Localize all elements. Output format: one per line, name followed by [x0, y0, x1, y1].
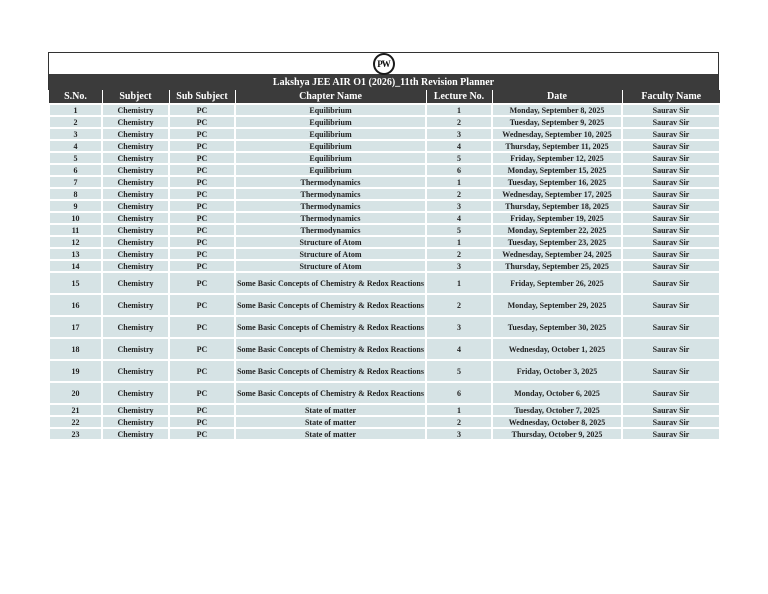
- pw-logo-icon: [373, 53, 395, 75]
- cell-chapter-name: Some Basic Concepts of Chemistry & Redox Reactions: [235, 272, 426, 294]
- cell-sub-subject: PC: [169, 316, 235, 338]
- cell-sub-subject: PC: [169, 294, 235, 316]
- cell-faculty-name: Saurav Sir: [622, 428, 720, 440]
- cell-faculty-name: Saurav Sir: [622, 152, 720, 164]
- cell-sub-subject: PC: [169, 212, 235, 224]
- cell-faculty-name: Saurav Sir: [622, 236, 720, 248]
- cell-faculty-name: Saurav Sir: [622, 176, 720, 188]
- cell-lecture-no: 1: [426, 176, 492, 188]
- cell-sub-subject: PC: [169, 104, 235, 116]
- pw-logo-text: PW: [375, 55, 393, 73]
- cell-sno: 4: [49, 140, 102, 152]
- cell-chapter-name: Equilibrium: [235, 104, 426, 116]
- cell-subject: Chemistry: [102, 360, 169, 382]
- cell-lecture-no: 2: [426, 116, 492, 128]
- logo-row: [48, 52, 719, 74]
- cell-sno: 17: [49, 316, 102, 338]
- cell-date: Friday, October 3, 2025: [492, 360, 622, 382]
- planner-sheet: [48, 52, 719, 441]
- table-row: [49, 382, 720, 404]
- cell-faculty-name: Saurav Sir: [622, 116, 720, 128]
- cell-sub-subject: PC: [169, 140, 235, 152]
- cell-sno: 6: [49, 164, 102, 176]
- cell-date: Thursday, October 9, 2025: [492, 428, 622, 440]
- table-row: [49, 128, 720, 140]
- cell-date: Friday, September 26, 2025: [492, 272, 622, 294]
- planner-title: Lakshya JEE AIR O1 (2026)_11th Revision Planner: [48, 74, 719, 90]
- cell-faculty-name: Saurav Sir: [622, 248, 720, 260]
- cell-chapter-name: Equilibrium: [235, 164, 426, 176]
- cell-chapter-name: Thermodynamics: [235, 176, 426, 188]
- cell-sno: 1: [49, 104, 102, 116]
- table-row: [49, 294, 720, 316]
- cell-date: Monday, September 29, 2025: [492, 294, 622, 316]
- cell-sno: 13: [49, 248, 102, 260]
- cell-chapter-name: State of matter: [235, 428, 426, 440]
- cell-sub-subject: PC: [169, 428, 235, 440]
- cell-faculty-name: Saurav Sir: [622, 200, 720, 212]
- cell-sub-subject: PC: [169, 236, 235, 248]
- cell-lecture-no: 5: [426, 360, 492, 382]
- cell-sno: 2: [49, 116, 102, 128]
- cell-sub-subject: PC: [169, 416, 235, 428]
- cell-date: Thursday, September 11, 2025: [492, 140, 622, 152]
- cell-lecture-no: 1: [426, 236, 492, 248]
- cell-sub-subject: PC: [169, 152, 235, 164]
- cell-sno: 14: [49, 260, 102, 272]
- cell-lecture-no: 2: [426, 416, 492, 428]
- cell-lecture-no: 6: [426, 164, 492, 176]
- table-row: [49, 428, 720, 440]
- cell-chapter-name: Some Basic Concepts of Chemistry & Redox Reactions: [235, 360, 426, 382]
- schedule-table: [48, 90, 721, 441]
- cell-subject: Chemistry: [102, 338, 169, 360]
- table-row: [49, 360, 720, 382]
- table-row: [49, 224, 720, 236]
- cell-date: Wednesday, September 17, 2025: [492, 188, 622, 200]
- cell-chapter-name: Thermodynamics: [235, 212, 426, 224]
- cell-date: Wednesday, September 10, 2025: [492, 128, 622, 140]
- cell-lecture-no: 3: [426, 428, 492, 440]
- cell-sub-subject: PC: [169, 200, 235, 212]
- table-row: [49, 164, 720, 176]
- cell-faculty-name: Saurav Sir: [622, 188, 720, 200]
- cell-sub-subject: PC: [169, 404, 235, 416]
- table-row: [49, 260, 720, 272]
- table-row: [49, 212, 720, 224]
- cell-subject: Chemistry: [102, 176, 169, 188]
- cell-sub-subject: PC: [169, 116, 235, 128]
- cell-subject: Chemistry: [102, 404, 169, 416]
- cell-subject: Chemistry: [102, 272, 169, 294]
- cell-lecture-no: 1: [426, 104, 492, 116]
- header-sno: S.No.: [49, 90, 102, 104]
- cell-faculty-name: Saurav Sir: [622, 382, 720, 404]
- cell-date: Tuesday, October 7, 2025: [492, 404, 622, 416]
- cell-sno: 16: [49, 294, 102, 316]
- cell-date: Tuesday, September 16, 2025: [492, 176, 622, 188]
- cell-faculty-name: Saurav Sir: [622, 294, 720, 316]
- cell-lecture-no: 3: [426, 128, 492, 140]
- table-row: [49, 338, 720, 360]
- header-chapter-name: Chapter Name: [235, 90, 426, 104]
- cell-date: Tuesday, September 23, 2025: [492, 236, 622, 248]
- cell-chapter-name: State of matter: [235, 404, 426, 416]
- cell-lecture-no: 4: [426, 140, 492, 152]
- table-row: [49, 236, 720, 248]
- cell-subject: Chemistry: [102, 104, 169, 116]
- cell-lecture-no: 3: [426, 200, 492, 212]
- cell-chapter-name: Structure of Atom: [235, 248, 426, 260]
- cell-subject: Chemistry: [102, 428, 169, 440]
- table-row: [49, 104, 720, 116]
- table-row: [49, 140, 720, 152]
- cell-date: Friday, September 19, 2025: [492, 212, 622, 224]
- cell-lecture-no: 4: [426, 338, 492, 360]
- cell-subject: Chemistry: [102, 316, 169, 338]
- table-row: [49, 188, 720, 200]
- cell-sno: 7: [49, 176, 102, 188]
- cell-lecture-no: 2: [426, 294, 492, 316]
- cell-chapter-name: Equilibrium: [235, 116, 426, 128]
- cell-sub-subject: PC: [169, 188, 235, 200]
- cell-lecture-no: 1: [426, 404, 492, 416]
- cell-chapter-name: Some Basic Concepts of Chemistry & Redox Reactions: [235, 338, 426, 360]
- header-row: [49, 90, 720, 104]
- cell-subject: Chemistry: [102, 200, 169, 212]
- header-subject: Subject: [102, 90, 169, 104]
- cell-sno: 22: [49, 416, 102, 428]
- table-row: [49, 272, 720, 294]
- table-row: [49, 404, 720, 416]
- cell-sub-subject: PC: [169, 176, 235, 188]
- table-row: [49, 176, 720, 188]
- cell-sno: 10: [49, 212, 102, 224]
- table-row: [49, 248, 720, 260]
- cell-lecture-no: 3: [426, 260, 492, 272]
- cell-sno: 12: [49, 236, 102, 248]
- cell-subject: Chemistry: [102, 248, 169, 260]
- cell-lecture-no: 4: [426, 212, 492, 224]
- cell-date: Monday, September 15, 2025: [492, 164, 622, 176]
- cell-subject: Chemistry: [102, 294, 169, 316]
- cell-sno: 15: [49, 272, 102, 294]
- table-row: [49, 200, 720, 212]
- cell-chapter-name: Some Basic Concepts of Chemistry & Redox Reactions: [235, 294, 426, 316]
- cell-sub-subject: PC: [169, 164, 235, 176]
- cell-lecture-no: 6: [426, 382, 492, 404]
- header-date: Date: [492, 90, 622, 104]
- cell-sno: 18: [49, 338, 102, 360]
- cell-subject: Chemistry: [102, 164, 169, 176]
- cell-subject: Chemistry: [102, 236, 169, 248]
- cell-faculty-name: Saurav Sir: [622, 164, 720, 176]
- cell-date: Wednesday, September 24, 2025: [492, 248, 622, 260]
- cell-date: Wednesday, October 1, 2025: [492, 338, 622, 360]
- cell-faculty-name: Saurav Sir: [622, 338, 720, 360]
- cell-subject: Chemistry: [102, 382, 169, 404]
- cell-subject: Chemistry: [102, 224, 169, 236]
- cell-faculty-name: Saurav Sir: [622, 360, 720, 382]
- cell-faculty-name: Saurav Sir: [622, 404, 720, 416]
- cell-lecture-no: 2: [426, 188, 492, 200]
- cell-sno: 19: [49, 360, 102, 382]
- cell-faculty-name: Saurav Sir: [622, 212, 720, 224]
- cell-sno: 9: [49, 200, 102, 212]
- cell-chapter-name: Equilibrium: [235, 152, 426, 164]
- cell-date: Tuesday, September 9, 2025: [492, 116, 622, 128]
- cell-sno: 21: [49, 404, 102, 416]
- cell-faculty-name: Saurav Sir: [622, 128, 720, 140]
- cell-faculty-name: Saurav Sir: [622, 316, 720, 338]
- cell-chapter-name: Equilibrium: [235, 140, 426, 152]
- cell-chapter-name: Structure of Atom: [235, 260, 426, 272]
- table-row: [49, 316, 720, 338]
- cell-date: Friday, September 12, 2025: [492, 152, 622, 164]
- table-row: [49, 416, 720, 428]
- cell-sub-subject: PC: [169, 360, 235, 382]
- cell-subject: Chemistry: [102, 260, 169, 272]
- cell-sno: 5: [49, 152, 102, 164]
- cell-chapter-name: State of matter: [235, 416, 426, 428]
- cell-date: Monday, September 8, 2025: [492, 104, 622, 116]
- cell-sub-subject: PC: [169, 338, 235, 360]
- cell-subject: Chemistry: [102, 188, 169, 200]
- cell-date: Tuesday, September 30, 2025: [492, 316, 622, 338]
- cell-chapter-name: Thermodynamics: [235, 188, 426, 200]
- cell-lecture-no: 1: [426, 272, 492, 294]
- cell-sub-subject: PC: [169, 260, 235, 272]
- cell-lecture-no: 3: [426, 316, 492, 338]
- cell-subject: Chemistry: [102, 116, 169, 128]
- header-sub-subject: Sub Subject: [169, 90, 235, 104]
- cell-lecture-no: 5: [426, 152, 492, 164]
- table-row: [49, 116, 720, 128]
- cell-chapter-name: Structure of Atom: [235, 236, 426, 248]
- cell-faculty-name: Saurav Sir: [622, 104, 720, 116]
- cell-subject: Chemistry: [102, 416, 169, 428]
- cell-date: Monday, October 6, 2025: [492, 382, 622, 404]
- cell-date: Thursday, September 25, 2025: [492, 260, 622, 272]
- header-faculty-name: Faculty Name: [622, 90, 720, 104]
- cell-subject: Chemistry: [102, 140, 169, 152]
- cell-lecture-no: 2: [426, 248, 492, 260]
- schedule-body: [49, 104, 720, 440]
- cell-sno: 20: [49, 382, 102, 404]
- cell-date: Wednesday, October 8, 2025: [492, 416, 622, 428]
- cell-subject: Chemistry: [102, 152, 169, 164]
- cell-chapter-name: Equilibrium: [235, 128, 426, 140]
- cell-sub-subject: PC: [169, 224, 235, 236]
- cell-chapter-name: Some Basic Concepts of Chemistry & Redox Reactions: [235, 316, 426, 338]
- cell-sub-subject: PC: [169, 272, 235, 294]
- table-row: [49, 152, 720, 164]
- cell-sno: 3: [49, 128, 102, 140]
- header-lecture-no: Lecture No.: [426, 90, 492, 104]
- cell-sub-subject: PC: [169, 382, 235, 404]
- cell-sno: 23: [49, 428, 102, 440]
- cell-subject: Chemistry: [102, 128, 169, 140]
- cell-chapter-name: Thermodynamics: [235, 200, 426, 212]
- cell-lecture-no: 5: [426, 224, 492, 236]
- cell-faculty-name: Saurav Sir: [622, 140, 720, 152]
- cell-sno: 11: [49, 224, 102, 236]
- cell-faculty-name: Saurav Sir: [622, 224, 720, 236]
- cell-sub-subject: PC: [169, 248, 235, 260]
- cell-date: Thursday, September 18, 2025: [492, 200, 622, 212]
- cell-sub-subject: PC: [169, 128, 235, 140]
- cell-sno: 8: [49, 188, 102, 200]
- cell-faculty-name: Saurav Sir: [622, 260, 720, 272]
- cell-date: Monday, September 22, 2025: [492, 224, 622, 236]
- cell-subject: Chemistry: [102, 212, 169, 224]
- cell-chapter-name: Thermodynamics: [235, 224, 426, 236]
- cell-faculty-name: Saurav Sir: [622, 272, 720, 294]
- cell-chapter-name: Some Basic Concepts of Chemistry & Redox Reactions: [235, 382, 426, 404]
- cell-faculty-name: Saurav Sir: [622, 416, 720, 428]
